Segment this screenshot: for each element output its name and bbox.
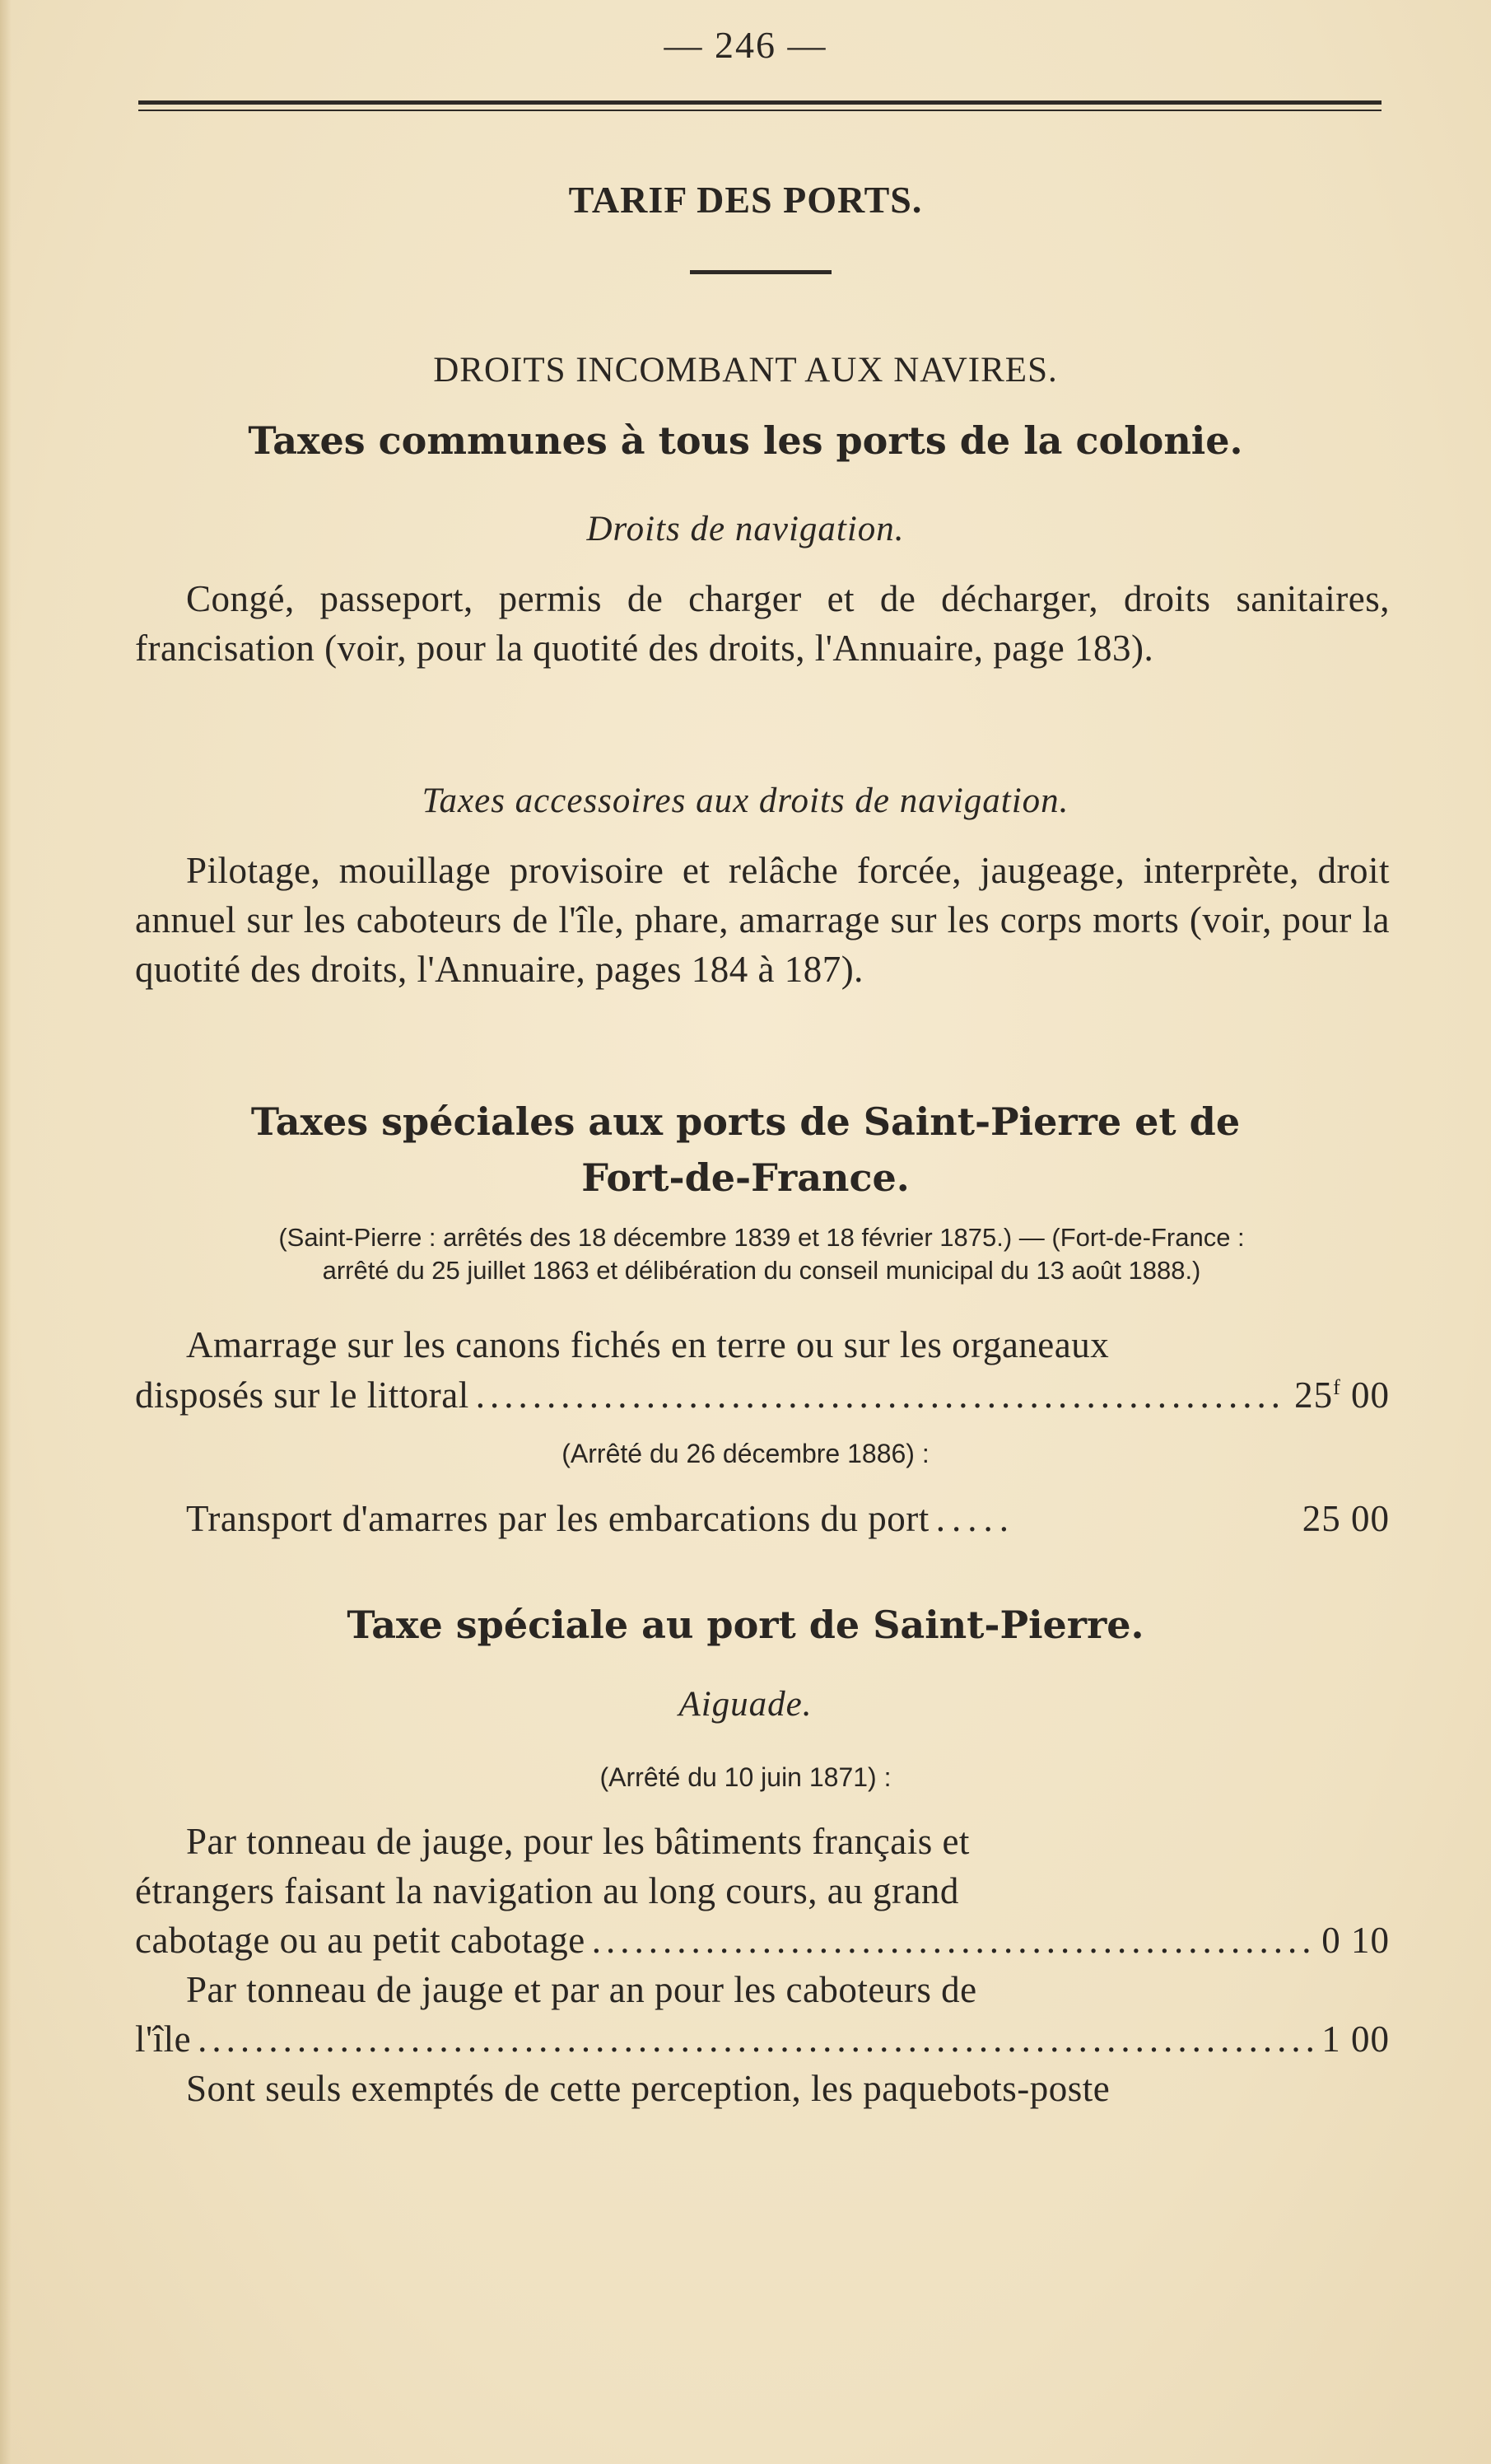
subheading-aiguade: Aiguade. (678, 1685, 813, 1724)
paragraph-taxes-accessoires: Pilotage, mouillage provisoire et relâche forcée, jaugeage, interprète, droit annuel sur les caboteurs de l'île, phare, amarrage sur les corps morts (voir, pour la quotité des droits, l'Annuaire, pages 184 à 187). (135, 850, 1390, 990)
title-rule (690, 270, 832, 274)
subheading-droits-navigation: Droits de navigation. (586, 510, 905, 548)
amarrage-price-unit: f (1333, 1375, 1341, 1399)
amarrage-line2-text: disposés sur le littoral (135, 1374, 469, 1416)
subtitle: DROITS INCOMBANT AUX NAVIRES. (433, 351, 1058, 390)
subheading-taxes-accessoires: Taxes accessoires aux droits de navigation. (422, 782, 1069, 820)
header-rule-thick (138, 100, 1382, 105)
item2-line2-text: l'île (135, 2018, 192, 2060)
leader-dots (936, 1497, 1010, 1540)
leader-dots (592, 1919, 1316, 1962)
amarrage-price-francs: 25 (1294, 1374, 1334, 1416)
item2-line2 (135, 2018, 1390, 2060)
section-heading-speciales-line1: Taxes spéciales aux ports de Saint-Pierre et de (250, 1099, 1241, 1144)
amarrage-line1: Amarrage sur les canons fichés en terre ou sur les organeaux (186, 1324, 1110, 1365)
section-heading-saint-pierre: Taxe spéciale au port de Saint-Pierre. (347, 1603, 1144, 1647)
section-heading-communes: Taxes communes à tous les ports de la colonie. (248, 418, 1243, 463)
item2-price: 1 00 (1321, 2018, 1390, 2060)
item1-line2: étrangers faisant la navigation au long cours, au grand (135, 1870, 959, 1911)
header-rule-thin (138, 110, 1382, 111)
note-arrete-1871: (Arrêté du 10 juin 1871) : (599, 1762, 892, 1792)
leader-dots (476, 1374, 1288, 1416)
transport-price: 25 00 (1302, 1498, 1390, 1539)
section-heading-speciales-line2: Fort-de-France. (581, 1155, 910, 1200)
leader-dots (198, 2018, 1315, 2060)
last-line: Sont seuls exemptés de cette perception, les paquebots-poste (186, 2068, 1111, 2109)
item1-line3 (135, 1919, 1390, 1962)
amarrage-price (1294, 1374, 1390, 1416)
note-arretes-line2: arrêté du 25 juillet 1863 et délibération du conseil municipal du 13 août 1888.) (322, 1256, 1201, 1285)
note-arrete-1886: (Arrêté du 26 décembre 1886) : (561, 1439, 930, 1468)
item1-line1: Par tonneau de jauge, pour les bâtiments français et (186, 1821, 970, 1862)
page-title: TARIF DES PORTS. (568, 179, 923, 221)
amarrage-line2 (135, 1374, 1390, 1416)
item1-line3-text: cabotage ou au petit cabotage (135, 1920, 585, 1961)
item1-price: 0 10 (1321, 1920, 1390, 1961)
item2-line1: Par tonneau de jauge et par an pour les caboteurs de (186, 1969, 977, 2010)
amarrage-price-cents: 00 (1340, 1374, 1390, 1416)
page-number: — 246 — (664, 24, 827, 66)
transport-line (186, 1497, 1390, 1540)
note-arretes-line1: (Saint-Pierre : arrêtés des 18 décembre 1839 et 18 février 1875.) — (Fort-de-France : (278, 1223, 1245, 1252)
paragraph-droits-navigation: Congé, passeport, permis de charger et de décharger, droits sanitaires, francisation (voir, pour la quotité des droits, l'Annuaire, page 183). (135, 578, 1390, 669)
transport-text: Transport d'amarres par les embarcations du port (186, 1498, 930, 1539)
